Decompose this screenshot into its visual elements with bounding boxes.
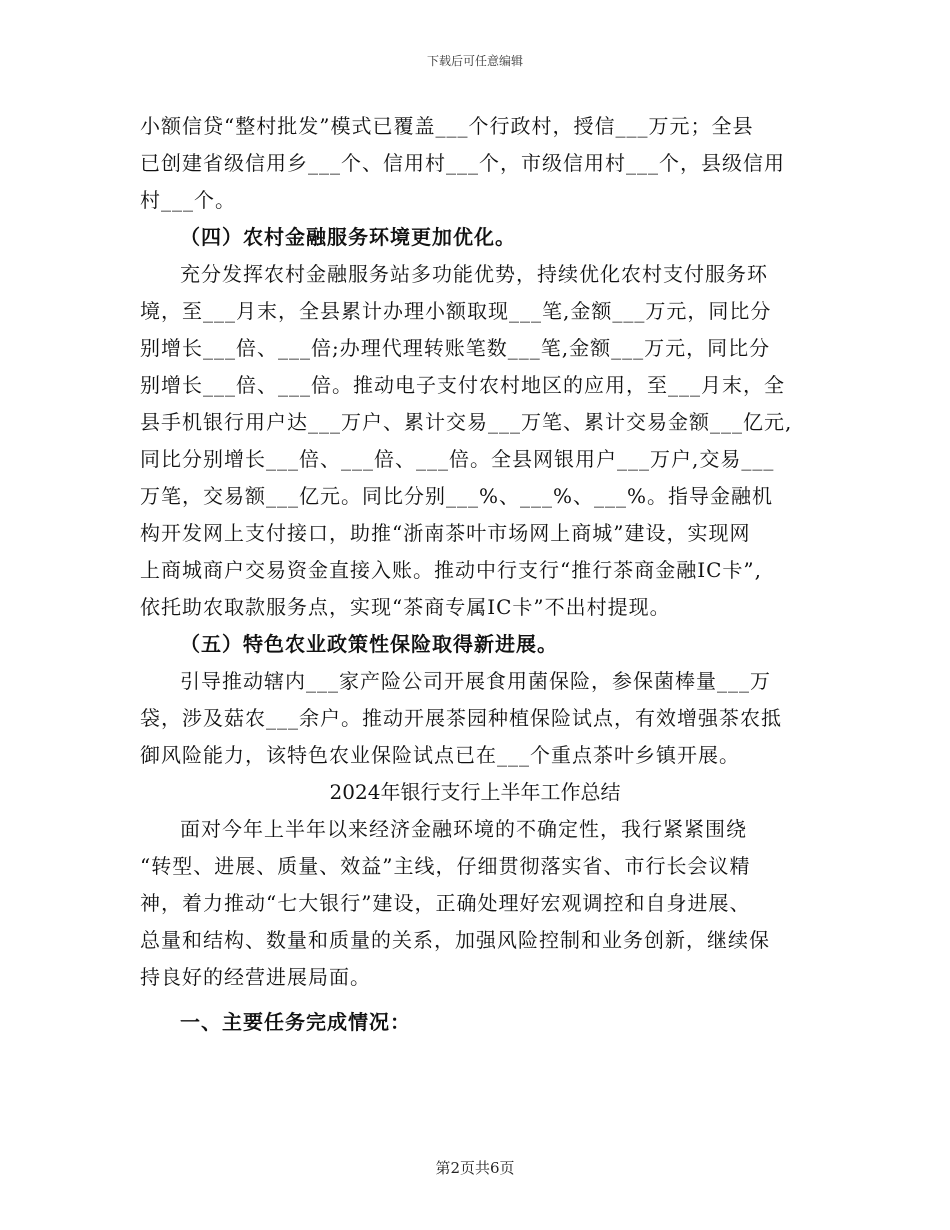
text-line: 构开发网上支付接口，助推“浙南茶叶市场网上商城”建设，实现网 xyxy=(140,521,751,545)
section-subheading: 一、主要任务完成情况： xyxy=(180,1010,411,1034)
document-body xyxy=(140,108,820,1041)
paragraph-summary xyxy=(140,811,820,996)
text-line: 村___个。 xyxy=(140,188,236,212)
paragraph-section-4 xyxy=(140,256,820,626)
paragraph-credit xyxy=(140,108,820,219)
section-heading-5: （五）特色农业政策性保险取得新进展。 xyxy=(180,632,558,656)
text-line: 小额信贷“整村批发”模式已覆盖___个行政村，授信___万元；全县 xyxy=(140,114,754,138)
text-line: 总量和结构、数量和质量的关系，加强风险控制和业务创新，继续保 xyxy=(140,928,770,952)
text-line: 依托助农取款服务点，实现“茶商专属IC卡”不出村提现。 xyxy=(140,595,671,619)
text-line: 充分发挥农村金融服务站多功能优势，持续优化农村支付服务环 xyxy=(180,262,768,286)
text-line: 神，着力推动“七大银行”建设，正确处理好宏观调控和自身进展、 xyxy=(140,891,751,915)
text-line: 境，至___月末，全县累计办理小额取现___笔,金额___万元，同比分 xyxy=(140,299,772,323)
text-line: 面对今年上半年以来经济金融环境的不确定性，我行紧紧围绕 xyxy=(180,817,747,841)
text-line: 引导推动辖内___家产险公司开展食用菌保险，参保菌棒量___万 xyxy=(180,669,771,693)
text-line: 御风险能力，该特色农业保险试点已在___个重点茶叶乡镇开展。 xyxy=(140,743,740,767)
text-line: 别增长___倍、___倍。推动电子支付农村地区的应用，至___月末，全 xyxy=(140,373,785,397)
paragraph-section-5 xyxy=(140,663,820,774)
page-footer: 第2页共6页 xyxy=(435,1159,515,1177)
text-line: 袋，涉及菇农___余户。推动开展茶园种植保险试点，有效增强茶农抵 xyxy=(140,706,782,730)
text-line: 已创建省级信用乡___个、信用村___个，市级信用村___个，县级信用 xyxy=(140,151,785,175)
text-line: 别增长___倍、___倍;办理代理转账笔数___笔,金额___万元，同比分 xyxy=(140,336,771,360)
text-line: “转型、进展、质量、效益”主线，仔细贯彻落实省、市行长会议精 xyxy=(140,854,751,878)
section-heading-4: （四）农村金融服务环境更加优化。 xyxy=(180,225,516,249)
text-line: 上商城商户交易资金直接入账。推动中行支行“推行茶商金融IC卡”, xyxy=(140,558,763,582)
text-line: 县手机银行用户达___万户、累计交易___万笔、累计交易金额___亿元, xyxy=(140,410,793,434)
text-line: 万笔，交易额___亿元。同比分别___%、___%、___%。指导金融机 xyxy=(140,484,774,508)
text-line: 持良好的经营进展局面。 xyxy=(140,965,371,989)
text-line: 同比分别增长___倍、___倍、___倍。全县网银用户___万户,交易___ xyxy=(140,447,775,471)
page-header: 下载后可任意编辑 xyxy=(426,54,523,68)
document-title: 2024年银行支行上半年工作总结 xyxy=(329,780,621,804)
